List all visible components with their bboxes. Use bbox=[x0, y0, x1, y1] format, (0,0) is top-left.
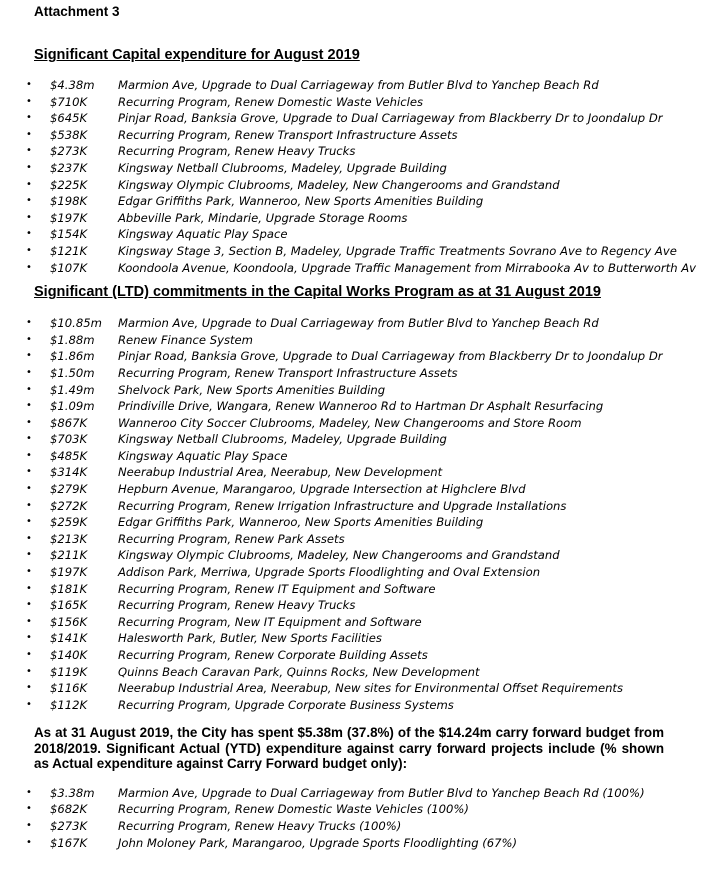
bullet-icon: • bbox=[26, 820, 32, 832]
item-description: Shelvock Park, New Sports Amenities Building bbox=[118, 382, 386, 397]
bullet-icon: • bbox=[26, 566, 32, 578]
item-description: Marmion Ave, Upgrade to Dual Carriageway from Butler Blvd to Yanchep Beach Rd bbox=[118, 316, 599, 331]
item-amount: $116K bbox=[50, 681, 88, 696]
item-description: Recurring Program, Renew Heavy Trucks bbox=[118, 144, 356, 159]
item-description: Recurring Program, Renew IT Equipment and Software bbox=[118, 581, 436, 596]
list-item bbox=[26, 260, 697, 277]
item-description: Recurring Program, Renew Heavy Trucks bbox=[118, 598, 356, 613]
item-amount: $165K bbox=[50, 598, 88, 613]
item-description: Pinjar Road, Banksia Grove, Upgrade to Dual Carriageway from Blackberry Dr to Joondalup Dr bbox=[118, 349, 663, 364]
bullet-icon: • bbox=[26, 261, 32, 273]
list-item bbox=[26, 177, 689, 194]
list-item bbox=[26, 110, 689, 127]
bullet-icon: • bbox=[26, 532, 32, 544]
item-description: Recurring Program, Upgrade Corporate Business Systems bbox=[118, 697, 454, 712]
bullet-icon: • bbox=[26, 449, 32, 461]
item-amount: $3.38m bbox=[50, 785, 95, 800]
list-item bbox=[26, 498, 689, 515]
item-description: Kingsway Netball Clubrooms, Madeley, Upgrade Building bbox=[118, 432, 447, 447]
bullet-icon: • bbox=[26, 95, 32, 107]
item-amount: $141K bbox=[50, 631, 88, 646]
list-item bbox=[26, 398, 689, 415]
item-amount: $279K bbox=[50, 482, 88, 497]
item-amount: $272K bbox=[50, 498, 88, 513]
list-item bbox=[26, 365, 689, 382]
item-amount: $198K bbox=[50, 194, 88, 209]
bullet-icon: • bbox=[26, 161, 32, 173]
list-item bbox=[26, 415, 689, 432]
item-amount: $154K bbox=[50, 227, 88, 242]
list-item bbox=[26, 143, 689, 160]
item-amount: $259K bbox=[50, 515, 88, 530]
bullet-icon: • bbox=[26, 786, 32, 798]
item-amount: $703K bbox=[50, 432, 88, 447]
bullet-icon: • bbox=[26, 195, 32, 207]
item-amount: $1.86m bbox=[50, 349, 95, 364]
list-item bbox=[26, 243, 689, 260]
bullet-icon: • bbox=[26, 698, 32, 710]
bullet-icon: • bbox=[26, 211, 32, 223]
list-item bbox=[26, 514, 689, 531]
item-amount: $1.88m bbox=[50, 332, 95, 347]
section1-list bbox=[26, 77, 697, 276]
item-description: Halesworth Park, Butler, New Sports Facilities bbox=[118, 631, 382, 646]
list-item bbox=[26, 835, 689, 852]
item-description: Addison Park, Merriwa, Upgrade Sports Floodlighting and Oval Extension bbox=[118, 565, 541, 580]
bullet-icon: • bbox=[26, 599, 32, 611]
item-description: Recurring Program, Renew Domestic Waste Vehicles bbox=[118, 94, 424, 109]
item-amount: $485K bbox=[50, 448, 88, 463]
list-item bbox=[26, 94, 689, 111]
item-amount: $682K bbox=[50, 802, 88, 817]
list-item bbox=[26, 210, 689, 227]
item-amount: $710K bbox=[50, 94, 88, 109]
bullet-icon: • bbox=[26, 499, 32, 511]
bullet-icon: • bbox=[26, 483, 32, 495]
item-description: Pinjar Road, Banksia Grove, Upgrade to Dual Carriageway from Blackberry Dr to Joondalup Dr bbox=[118, 111, 663, 126]
item-description: Quinns Beach Caravan Park, Quinns Rocks, New Development bbox=[118, 664, 480, 679]
list-item bbox=[26, 680, 689, 697]
bullet-icon: • bbox=[26, 416, 32, 428]
item-description: Hepburn Avenue, Marangaroo, Upgrade Intersection at Highclere Blvd bbox=[118, 482, 526, 497]
bullet-icon: • bbox=[26, 333, 32, 345]
list-item bbox=[26, 464, 689, 481]
item-description: Koondoola Avenue, Koondoola, Upgrade Traffic Management from Mirrabooka Av to Butterworth Av bbox=[118, 260, 697, 275]
item-amount: $867K bbox=[50, 415, 88, 430]
item-amount: $237K bbox=[50, 160, 88, 175]
attachment-label: Attachment 3 bbox=[34, 4, 120, 19]
item-description: Marmion Ave, Upgrade to Dual Carriageway from Butler Blvd to Yanchep Beach Rd (100%) bbox=[118, 785, 645, 800]
item-description: Recurring Program, Renew Transport Infrastructure Assets bbox=[118, 127, 458, 142]
item-amount: $10.85m bbox=[50, 316, 102, 331]
list-item bbox=[26, 348, 689, 365]
list-item bbox=[26, 127, 689, 144]
bullet-icon: • bbox=[26, 682, 32, 694]
bullet-icon: • bbox=[26, 145, 32, 157]
bullet-icon: • bbox=[26, 79, 32, 90]
item-amount: $156K bbox=[50, 614, 88, 629]
item-amount: $225K bbox=[50, 177, 88, 192]
item-description: Abbeville Park, Mindarie, Upgrade Storage Rooms bbox=[118, 210, 408, 225]
item-amount: $121K bbox=[50, 243, 88, 258]
bullet-icon: • bbox=[26, 366, 32, 378]
item-description: Kingsway Olympic Clubrooms, Madeley, New Changerooms and Grandstand bbox=[118, 177, 560, 192]
bullet-icon: • bbox=[26, 383, 32, 395]
list-item bbox=[26, 431, 689, 448]
list-item bbox=[26, 448, 689, 465]
item-amount: $213K bbox=[50, 531, 88, 546]
list-item bbox=[26, 664, 689, 681]
list-item bbox=[26, 315, 689, 332]
bullet-icon: • bbox=[26, 128, 32, 140]
section2-heading: Significant (LTD) commitments in the Capital Works Program as at 31 August 2019 bbox=[34, 284, 601, 301]
list-item bbox=[26, 564, 689, 581]
bullet-icon: • bbox=[26, 665, 32, 677]
bullet-icon: • bbox=[26, 615, 32, 627]
bullet-icon: • bbox=[26, 433, 32, 445]
bullet-icon: • bbox=[26, 466, 32, 478]
item-description: Recurring Program, Renew Domestic Waste Vehicles (100%) bbox=[118, 802, 469, 817]
bullet-icon: • bbox=[26, 516, 32, 528]
section1-heading: Significant Capital expenditure for August 2019 bbox=[34, 47, 360, 63]
list-item bbox=[26, 77, 689, 94]
item-amount: $119K bbox=[50, 664, 88, 679]
list-item bbox=[26, 193, 689, 210]
item-description: Neerabup Industrial Area, Neerabup, New Development bbox=[118, 465, 443, 480]
list-item bbox=[26, 630, 689, 647]
list-item bbox=[26, 226, 689, 243]
list-item bbox=[26, 647, 689, 664]
bullet-icon: • bbox=[26, 649, 32, 660]
item-description: Neerabup Industrial Area, Neerabup, New sites for Environmental Offset Requirements bbox=[118, 681, 624, 696]
section2-list bbox=[26, 315, 689, 713]
list-item bbox=[26, 697, 689, 714]
item-amount: $645K bbox=[50, 111, 88, 126]
bullet-icon: • bbox=[26, 317, 32, 329]
bullet-icon: • bbox=[26, 178, 32, 190]
item-description: Edgar Griffiths Park, Wanneroo, New Sports Amenities Building bbox=[118, 515, 484, 530]
bullet-icon: • bbox=[26, 244, 32, 256]
item-description: Kingsway Aquatic Play Space bbox=[118, 448, 288, 463]
bullet-icon: • bbox=[26, 632, 32, 644]
carry-forward-paragraph: As at 31 August 2019, the City has spent $5.38m (37.8%) of the $14.24m carry forward budget from 2018/2019. Significant Actual (YTD) expenditure against carry forward projects include (% shown as Actual expenditure against Carry Forward budget only): bbox=[34, 725, 664, 772]
item-description: Recurring Program, Renew Irrigation Infrastructure and Upgrade Installations bbox=[118, 498, 567, 513]
list-item bbox=[26, 382, 689, 399]
list-item bbox=[26, 801, 689, 818]
list-item bbox=[26, 581, 689, 598]
item-description: Recurring Program, New IT Equipment and Software bbox=[118, 614, 422, 629]
item-description: Prindiville Drive, Wangara, Renew Wanneroo Rd to Hartman Dr Asphalt Resurfacing bbox=[118, 399, 604, 414]
item-description: Kingsway Aquatic Play Space bbox=[118, 227, 288, 242]
item-description: Kingsway Olympic Clubrooms, Madeley, New Changerooms and Grandstand bbox=[118, 548, 560, 563]
bullet-icon: • bbox=[26, 228, 32, 240]
item-description: Recurring Program, Renew Park Assets bbox=[118, 531, 345, 546]
section3-list bbox=[26, 785, 689, 851]
item-amount: $211K bbox=[50, 548, 88, 563]
item-amount: $107K bbox=[50, 260, 88, 275]
item-description: Kingsway Stage 3, Section B, Madeley, Upgrade Traffic Treatments Sovrano Ave to Regency Ave bbox=[118, 243, 677, 258]
list-item bbox=[26, 818, 689, 835]
item-description: Recurring Program, Renew Corporate Building Assets bbox=[118, 648, 428, 662]
item-description: Recurring Program, Renew Transport Infrastructure Assets bbox=[118, 365, 458, 380]
item-amount: $1.09m bbox=[50, 399, 95, 414]
list-item bbox=[26, 160, 689, 177]
bullet-icon: • bbox=[26, 803, 32, 815]
bullet-icon: • bbox=[26, 400, 32, 412]
list-item bbox=[26, 614, 689, 631]
bullet-icon: • bbox=[26, 350, 32, 362]
list-item bbox=[26, 481, 689, 498]
item-description: Edgar Griffiths Park, Wanneroo, New Sports Amenities Building bbox=[118, 194, 484, 209]
item-amount: $1.50m bbox=[50, 365, 95, 380]
item-description: Wanneroo City Soccer Clubrooms, Madeley, New Changerooms and Store Room bbox=[118, 415, 582, 430]
item-description: John Moloney Park, Marangaroo, Upgrade Sports Floodlighting (67%) bbox=[118, 835, 518, 850]
bullet-icon: • bbox=[26, 549, 32, 561]
item-amount: $1.49m bbox=[50, 382, 95, 397]
item-amount: $4.38m bbox=[50, 78, 95, 92]
bullet-icon: • bbox=[26, 836, 32, 848]
item-amount: $273K bbox=[50, 144, 88, 159]
item-description: Renew Finance System bbox=[118, 332, 253, 347]
item-amount: $197K bbox=[50, 210, 88, 225]
item-amount: $140K bbox=[50, 648, 88, 662]
item-amount: $538K bbox=[50, 127, 88, 142]
item-description: Kingsway Netball Clubrooms, Madeley, Upgrade Building bbox=[118, 160, 447, 175]
item-amount: $181K bbox=[50, 581, 88, 596]
list-item bbox=[26, 531, 689, 548]
item-amount: $167K bbox=[50, 835, 88, 850]
list-item bbox=[26, 547, 689, 564]
item-description: Recurring Program, Renew Heavy Trucks (100%) bbox=[118, 819, 402, 834]
list-item bbox=[26, 785, 689, 802]
item-amount: $314K bbox=[50, 465, 88, 480]
bullet-icon: • bbox=[26, 112, 32, 124]
bullet-icon: • bbox=[26, 582, 32, 594]
item-description: Marmion Ave, Upgrade to Dual Carriageway from Butler Blvd to Yanchep Beach Rd bbox=[118, 78, 599, 92]
item-amount: $273K bbox=[50, 819, 88, 834]
list-item bbox=[26, 597, 689, 614]
list-item bbox=[26, 332, 689, 349]
item-amount: $197K bbox=[50, 565, 88, 580]
item-amount: $112K bbox=[50, 697, 88, 712]
